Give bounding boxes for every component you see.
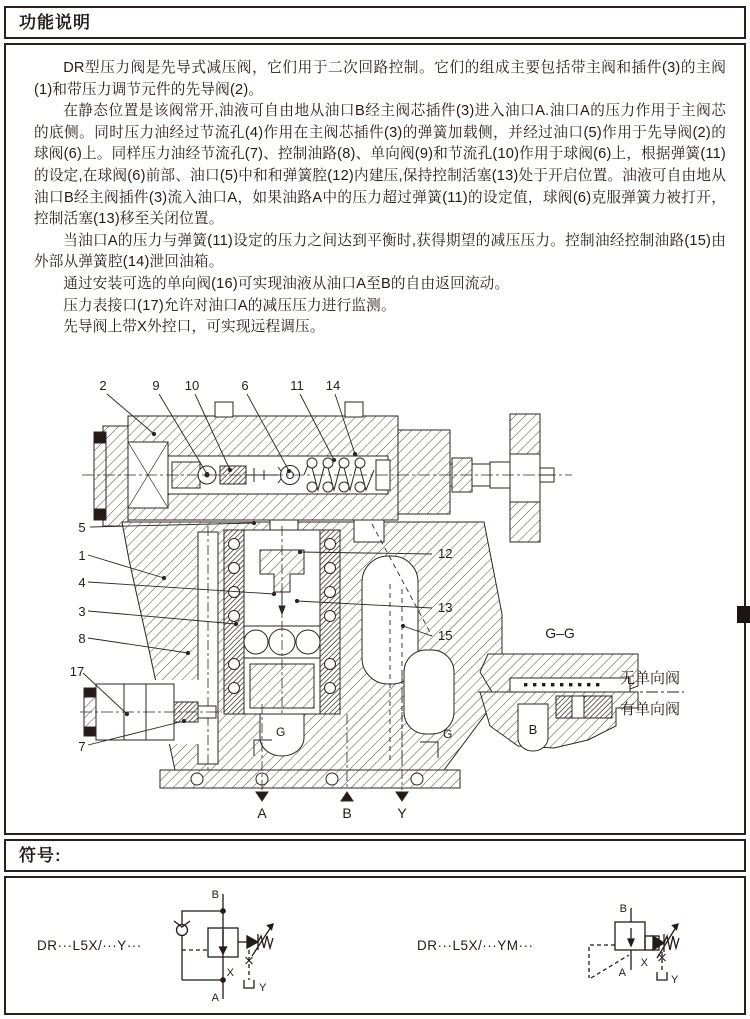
pilot-relief-icon	[247, 924, 273, 956]
symbol-right-port-b: B	[619, 903, 627, 915]
callout-15: 15	[438, 628, 453, 643]
paragraph-1: DR型压力阀是先导式减压阀，它们用于二次回路控制。它们的组成主要包括带主阀和插件(3)的主阀(1)和带压力调节元件的先导阀(2)。	[34, 60, 726, 98]
symbol-left-port-y: Y	[259, 982, 267, 994]
symbol-right-port-a: A	[618, 967, 626, 979]
symbols-section-header	[4, 839, 746, 872]
callout-14: 14	[325, 378, 341, 393]
callout-11: 11	[290, 378, 304, 393]
section-cut-g-outer-label: G	[443, 727, 453, 741]
symbol-left-port-b: B	[211, 889, 219, 901]
detail-port-b-label: B	[528, 722, 538, 737]
callout-7: 7	[78, 739, 86, 754]
callout-2: 2	[99, 378, 107, 393]
port-y-arrow-icon	[396, 792, 408, 801]
callout-3: 3	[78, 604, 86, 619]
tank-icon	[244, 980, 254, 988]
symbol-right-port-y: Y	[671, 974, 679, 986]
paragraph-6: 先导阀上带X外控口，可实现远程调压。	[63, 319, 325, 336]
callout-13: 13	[438, 600, 453, 615]
port-b-arrow-icon	[341, 792, 353, 801]
callout-4: 4	[78, 575, 86, 590]
symbols-title: 符号:	[19, 846, 62, 865]
function-description	[34, 58, 726, 339]
function-section-header	[4, 6, 746, 39]
pilot-valve-section	[82, 402, 572, 542]
paragraph-4: 通过安装可选的单向阀(16)可实现油液从油口A至B的自由返回流动。	[63, 275, 510, 292]
model-label-right: DR···L5X/···YM···	[417, 938, 534, 953]
symbol-right-port-x: X	[640, 957, 648, 969]
port-y-label: Y	[397, 805, 407, 821]
port-b-label: B	[342, 805, 352, 821]
model-label-left: DR···L5X/···Y···	[37, 938, 142, 953]
function-section-body	[4, 43, 746, 835]
callout-9: 9	[152, 378, 160, 393]
paragraph-3: 当油口A的压力与弹簧(11)设定的压力之间达到平衡时,获得期望的减压压力。控制油经控制油路(15)由外部从弹簧腔(14)泄回油箱。	[34, 232, 726, 271]
symbol-left-port-x: X	[226, 967, 234, 979]
paragraph-5: 压力表接口(17)允许对油口A的减压压力进行监测。	[63, 297, 396, 314]
valve-cross-section-diagram	[32, 374, 732, 834]
detail-title: G–G	[545, 625, 575, 641]
callout-6: 6	[241, 378, 249, 393]
callout-10: 10	[184, 378, 200, 393]
symbols-section-body	[4, 876, 746, 1015]
callout-5: 5	[78, 520, 86, 535]
tank-icon	[657, 972, 667, 980]
hydraulic-symbol-left	[165, 880, 290, 1015]
symbol-left-port-a: A	[211, 992, 219, 1004]
callout-8: 8	[78, 631, 86, 646]
callout-1: 1	[78, 548, 86, 563]
callout-12: 12	[438, 546, 453, 561]
callout-17: 17	[69, 664, 85, 679]
paragraph-2: 在静态位置是该阀常开,油液可自由地从油口B经主阀芯插件(3)进入油口A.油口A的压力作用于主阀芯的底侧。同时压力油经过节流孔(4)作用在主阀芯插件(3)的弹簧加载侧，并经过油口(5)作用于先导阀(2)的球阀(6)上。同样压力油经节流孔(7)、控制油路(8)、单向阀(9)和节流孔(10)作用于球阀(6)上，根据弹簧(11)的设定,在球阀(6)前部、油口(5)中和和弹簧腔(12)内建压,保持控制活塞(13)处于开启位置。油液可自由地从油口B经主阀插件(3)流入油口A，如果油路A中的压力超过弹簧(11)的设定值，球阀(6)克服弹簧力被打开，控制活塞(13)移至关闭位置。	[34, 103, 726, 228]
port-a-arrow-icon	[256, 792, 268, 801]
port-a-label: A	[257, 805, 267, 821]
main-valve-box	[615, 922, 645, 950]
page-edge-marker	[737, 606, 750, 623]
hydraulic-symbol-right	[550, 878, 715, 1008]
external-pilot-dashed-path	[589, 945, 615, 978]
pilot-relief-icon	[653, 924, 679, 958]
no-check-valve-label: 无单向阀	[620, 670, 681, 687]
section-cut-g-inner-label: G	[276, 725, 286, 739]
function-title: 功能说明	[19, 13, 91, 32]
with-check-valve-label: 有单向阀	[620, 701, 681, 718]
